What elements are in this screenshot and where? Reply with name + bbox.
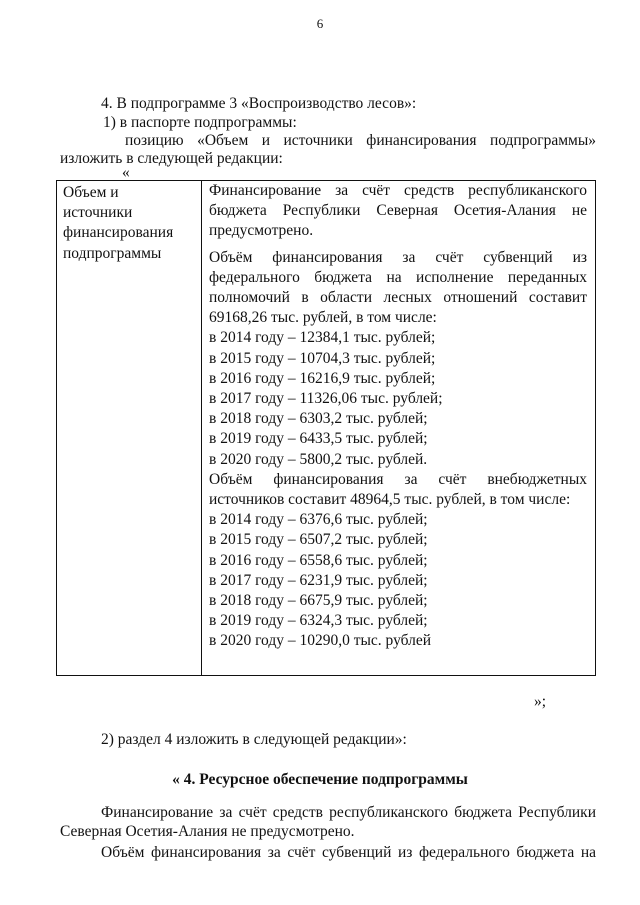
left-cell-line: Объем и [63,184,119,201]
regional-line: Финансирование за счёт средств республиканского [209,182,587,199]
position-line-2: изложить в следующей редакции: [60,150,283,167]
extrabudget-year-row: в 2017 году – 6231,9 тыс. рублей; [209,571,428,589]
item-2-line: 2) раздел 4 изложить в следующей редакции»: [101,731,407,748]
body-paragraph-1: Финансирование за счёт средств республиканского бюджета Республики Северная Осетия-Алания не предусмотрено. [60,804,596,840]
left-cell-line: финансирования [63,224,174,242]
federal-year-row: в 2020 году – 5800,2 тыс. рублей. [209,450,428,468]
extrabudget-year-row: в 2015 году – 6507,2 тыс. рублей; [209,531,428,549]
table-left-cell [57,181,202,676]
section-heading: « 4. Ресурсное обеспечение подпрограммы [172,771,468,788]
table-right-cell [202,181,596,676]
extrabudget-year-row: в 2020 году – 10290,0 тыс. рублей [209,632,432,650]
left-cell-line: источники [63,204,133,222]
passport-table [56,180,596,676]
left-cell-line: подпрограммы [63,244,162,262]
extrabudget-year-row: в 2019 году – 6324,3 тыс. рублей; [209,612,428,630]
federal-year-row: в 2019 году – 6433,5 тыс. рублей; [209,430,428,448]
extrabudget-year-row: в 2014 году – 6376,6 тыс. рублей; [209,511,428,529]
extrabudget-year-row: в 2016 году – 6558,6 тыс. рублей; [209,551,428,569]
extrabudget-line: источников составит 48964,5 тыс. рублей, в том числе: [209,491,571,509]
federal-line: Объём финансирования за счёт субвенций из [209,248,587,266]
regional-line: предусмотрено. [209,222,314,240]
position-line-1: позицию «Объем и источники финансирования подпрограммы» [125,132,596,149]
extrabudget-year-row: в 2018 году – 6675,9 тыс. рублей; [209,592,428,610]
federal-year-row: в 2017 году – 11326,06 тыс. рублей; [209,390,443,408]
item-1-line: 1) в паспорте подпрограммы: [103,114,297,131]
federal-year-row: в 2018 году – 6303,2 тыс. рублей; [209,410,428,428]
extrabudget-line: Объём финансирования за счёт внебюджетных [209,470,587,488]
federal-line: федерального бюджета на исполнение переданных [209,268,587,286]
body-paragraph-2: Объём финансирования за счёт субвенций из федерального бюджета на [101,844,596,861]
federal-year-row: в 2014 году – 12384,1 тыс. рублей; [209,329,436,347]
federal-year-row: в 2016 году – 16216,9 тыс. рублей; [209,369,436,387]
page-number: 6 [316,16,324,31]
regional-line: бюджета Республики Северная Осетия-Алания не [209,202,587,220]
federal-line: 69168,26 тыс. рублей, в том числе: [209,309,437,327]
federal-line: полномочий в области лесных отношений составит [209,289,587,307]
item-4-line: 4. В подпрограмме 3 «Воспроизводство лесов»: [101,95,417,112]
close-quote: »; [534,693,547,710]
open-quote: « [122,164,130,181]
federal-year-row: в 2015 году – 10704,3 тыс. рублей; [209,349,436,367]
